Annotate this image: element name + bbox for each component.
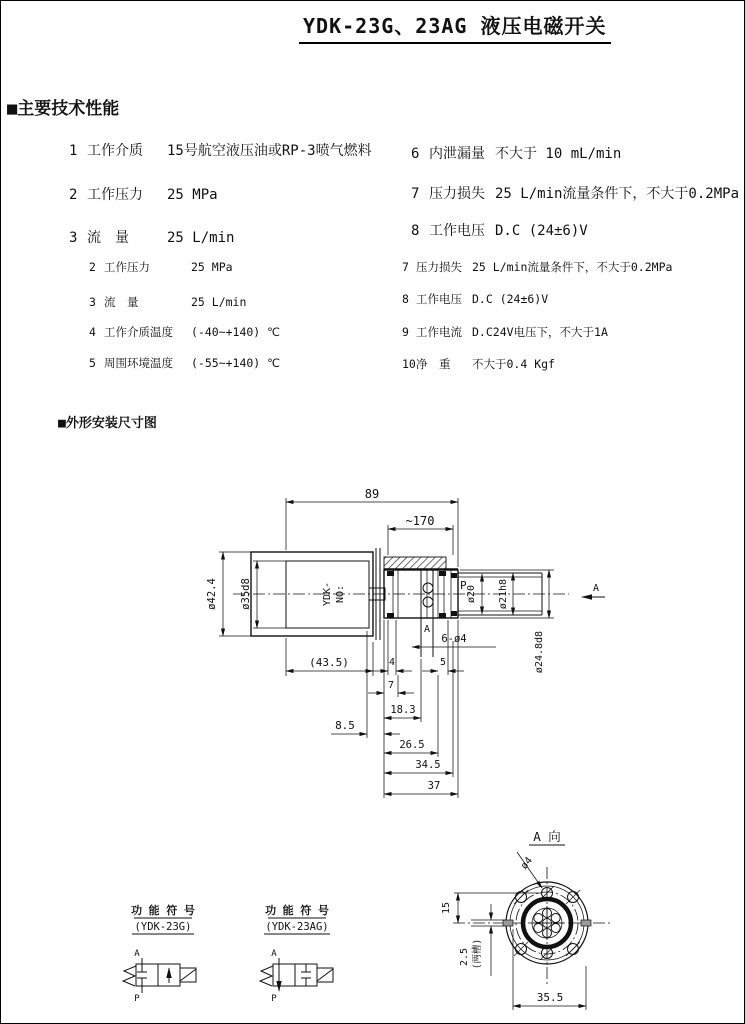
- spec-num: 3: [69, 230, 78, 246]
- section-heading-tech: ■主要技术性能: [7, 99, 120, 119]
- a-view-dimensions: [441, 852, 586, 1010]
- symbol-port-a: A: [134, 949, 140, 959]
- spec-value: 25 MPa: [167, 187, 218, 203]
- dim-18-3: 18.3: [390, 704, 416, 716]
- spec-num: 5: [89, 356, 96, 370]
- dim-6-holes: 6-ø4: [441, 633, 467, 645]
- port-a-label: A: [423, 624, 431, 635]
- dim-34-5: 34.5: [415, 759, 441, 771]
- spec-num: 2: [69, 187, 78, 203]
- spec-value: (-55~+140) ℃: [191, 356, 281, 370]
- spec-num: 4: [89, 325, 96, 339]
- spec-num: 1: [69, 143, 78, 159]
- spec-value: 25 L/min: [167, 230, 235, 246]
- spec-num: 7: [402, 260, 409, 274]
- body-marking-line1: YDK-: [322, 581, 333, 607]
- spec-label: 压力损失: [416, 260, 462, 274]
- dim-89: 89: [364, 487, 380, 501]
- spec-value: 不大于0.4 Kgf: [472, 357, 555, 371]
- view-direction-arrow: [582, 583, 605, 597]
- spec-num: 8: [411, 223, 420, 239]
- dim-7: 7: [387, 680, 395, 691]
- dim-8-5: 8.5: [335, 719, 355, 732]
- dim-spigot-id: ø20: [466, 584, 477, 604]
- symbol-model: (YDK-23AG): [265, 921, 329, 933]
- dim-hole-d: ø4: [518, 855, 536, 872]
- spec-label: 流 量: [87, 230, 129, 246]
- spec-value: (-40~+140) ℃: [191, 325, 281, 339]
- spring-symbol: [260, 966, 273, 986]
- symbol-port-p: P: [271, 994, 277, 1004]
- spec-value: 25 MPa: [191, 260, 233, 274]
- dim-body-od: ø42.4: [206, 578, 218, 610]
- body-marking-line2: NO:: [335, 584, 346, 604]
- spec-value: 不大于 10 mL/min: [495, 146, 622, 162]
- function-symbol-ydk23g: [123, 903, 196, 1004]
- spec-label: 净 重: [416, 357, 451, 371]
- spec-value: D.C (24±6)V: [495, 223, 588, 239]
- spec-value: 15号航空液压油或RP-3喷气燃料: [167, 143, 372, 159]
- spec-num: 7: [411, 186, 420, 202]
- spec-label: 工作压力: [104, 260, 150, 274]
- spec-label: 压力损失: [429, 186, 485, 202]
- dim-slot-note: (两槽): [472, 938, 483, 970]
- spec-num: 2: [89, 260, 96, 274]
- spec-label: 内泄漏量: [429, 146, 485, 162]
- spec-num: 3: [89, 295, 96, 309]
- knurl-band: [384, 557, 446, 569]
- dim-body-id: ø35d8: [240, 578, 252, 610]
- dim-valve-od: ø24.8d8: [534, 630, 545, 674]
- spec-label: 工作介质: [87, 143, 143, 159]
- spec-value: 25 L/min流量条件下，不大于0.2MPa: [495, 186, 740, 202]
- spec-value: 25 L/min: [191, 295, 247, 309]
- spec-label: 工作电流: [416, 325, 462, 339]
- spec-label: 周围环境温度: [104, 356, 173, 370]
- spec-value: 25 L/min流量条件下，不大于0.2MPa: [472, 260, 673, 274]
- function-symbol-ydk23ag: [260, 903, 333, 1004]
- main-dimensions: [206, 487, 554, 798]
- spec-label: 工作介质温度: [104, 325, 173, 339]
- dim-43-5: (43.5): [309, 656, 349, 669]
- symbol-title: 功 能 符 号: [265, 904, 329, 917]
- spec-num: 8: [402, 292, 409, 306]
- symbol-title: 功 能 符 号: [131, 904, 195, 917]
- spec-value: D.C24V电压下，不大于1A: [472, 325, 608, 339]
- dim-170: ~170: [405, 514, 435, 528]
- dim-35-5: 35.5: [536, 991, 564, 1004]
- spec-num: 9: [402, 325, 409, 339]
- spring-symbol: [123, 966, 136, 986]
- spec-label: 工作电压: [416, 292, 462, 306]
- dim-15: 15: [441, 901, 452, 915]
- spec-value: D.C (24±6)V: [472, 292, 549, 306]
- dim-5: 5: [439, 657, 447, 668]
- spec-label: 工作电压: [429, 223, 485, 239]
- dim-37: 37: [427, 780, 441, 792]
- symbol-port-p: P: [134, 994, 140, 1004]
- symbol-model: (YDK-23G): [134, 921, 192, 933]
- dim-4: 4: [388, 657, 396, 668]
- spec-num: 10: [402, 357, 416, 371]
- main-view: [206, 487, 605, 798]
- a-view-title: A 向: [533, 829, 561, 844]
- spec-num: 6: [411, 146, 420, 162]
- spec-label: 流 量: [104, 295, 139, 309]
- dim-slot-width: 2.5: [459, 947, 470, 967]
- dimension-drawing: [1, 1, 745, 1024]
- connector-pins: [530, 906, 564, 940]
- spec-label: 工作压力: [87, 187, 143, 203]
- section-heading-dimensions: ■外形安装尺寸图: [58, 416, 157, 431]
- a-view: [441, 829, 613, 1010]
- view-direction-label: A: [592, 583, 600, 594]
- symbol-port-a: A: [271, 949, 277, 959]
- page-title: YDK-23G、23AG 液压电磁开关: [299, 10, 611, 44]
- dim-spigot-od: ø21h8: [498, 578, 509, 610]
- port-p-label: P: [460, 579, 467, 592]
- dim-26-5: 26.5: [399, 739, 425, 751]
